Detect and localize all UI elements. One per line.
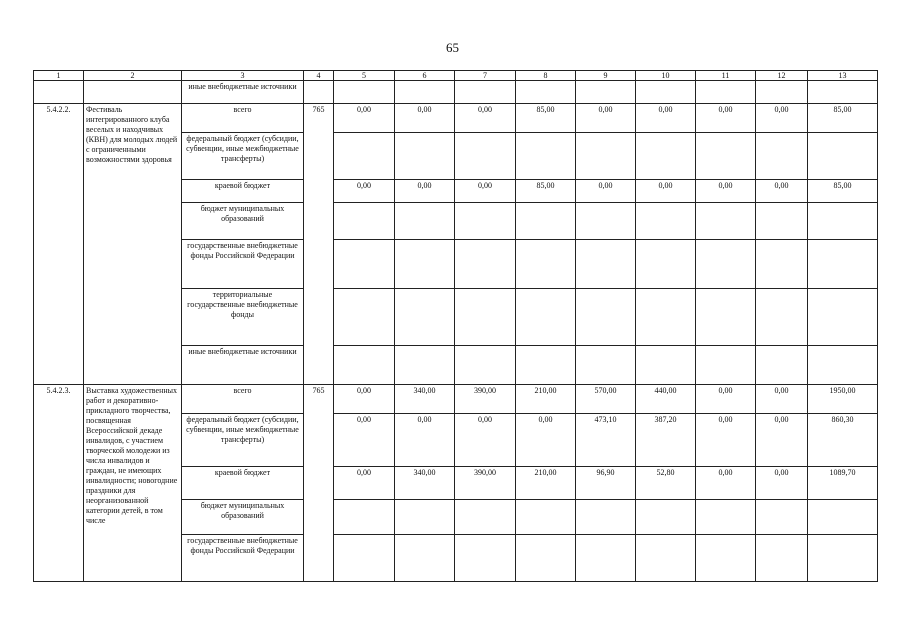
source-cell: краевой бюджет	[182, 180, 304, 203]
value-cell: 210,00	[516, 467, 576, 500]
value-cell	[756, 240, 808, 289]
value-cell	[636, 500, 696, 535]
header-cell: 9	[576, 71, 636, 81]
value-cell: 85,00	[808, 180, 878, 203]
value-cell: 0,00	[636, 180, 696, 203]
value-cell	[808, 346, 878, 385]
row-name-cell	[84, 81, 182, 104]
value-cell	[516, 81, 576, 104]
value-cell	[395, 81, 455, 104]
value-cell: 570,00	[576, 385, 636, 414]
value-cell	[576, 133, 636, 180]
value-cell: 0,00	[696, 467, 756, 500]
value-cell	[696, 81, 756, 104]
value-cell	[576, 535, 636, 582]
value-cell	[636, 289, 696, 346]
value-cell: 85,00	[516, 104, 576, 133]
value-cell: 0,00	[576, 104, 636, 133]
row-name-cell: Фестиваль интегрированного клуба веселых и находчивых (КВН) для молодых людей с ограниченными возможностями здоровья	[84, 104, 182, 385]
header-cell: 3	[182, 71, 304, 81]
value-cell	[455, 81, 516, 104]
header-cell: 5	[334, 71, 395, 81]
value-cell	[808, 289, 878, 346]
value-cell: 390,00	[455, 467, 516, 500]
value-cell	[696, 289, 756, 346]
value-cell	[455, 133, 516, 180]
value-cell: 52,80	[636, 467, 696, 500]
value-cell	[576, 81, 636, 104]
source-cell: иные внебюджетные источники	[182, 81, 304, 104]
value-cell: 0,00	[756, 180, 808, 203]
source-cell: федеральный бюджет (субсидии, субвенции, иные межбюджетные трансферты)	[182, 414, 304, 467]
value-cell	[455, 346, 516, 385]
value-cell	[756, 203, 808, 240]
value-cell	[304, 81, 334, 104]
source-cell: всего	[182, 104, 304, 133]
source-cell: бюджет муниципальных образований	[182, 500, 304, 535]
value-cell: 1089,70	[808, 467, 878, 500]
value-cell	[756, 346, 808, 385]
header-cell: 11	[696, 71, 756, 81]
source-cell: федеральный бюджет (субсидии, субвенции, иные межбюджетные трансферты)	[182, 133, 304, 180]
value-cell	[636, 346, 696, 385]
value-cell	[455, 240, 516, 289]
value-cell	[696, 133, 756, 180]
value-cell: 440,00	[636, 385, 696, 414]
value-cell	[808, 240, 878, 289]
value-cell	[808, 535, 878, 582]
value-cell: 1950,00	[808, 385, 878, 414]
header-cell: 8	[516, 71, 576, 81]
header-cell: 1	[34, 71, 84, 81]
value-cell: 0,00	[395, 104, 455, 133]
source-cell: всего	[182, 385, 304, 414]
value-cell: 0,00	[696, 180, 756, 203]
value-cell: 96,90	[576, 467, 636, 500]
value-cell	[516, 203, 576, 240]
table-row	[34, 104, 878, 133]
value-cell	[455, 535, 516, 582]
value-cell: 0,00	[334, 104, 395, 133]
header-cell: 7	[455, 71, 516, 81]
value-cell	[756, 289, 808, 346]
value-cell	[516, 535, 576, 582]
value-cell: 473,10	[576, 414, 636, 467]
code-cell: 765	[304, 104, 334, 385]
table-row	[34, 385, 878, 414]
row-id-cell: 5.4.2.2.	[34, 104, 84, 385]
header-cell: 10	[636, 71, 696, 81]
value-cell	[696, 346, 756, 385]
value-cell	[696, 240, 756, 289]
value-cell	[395, 500, 455, 535]
value-cell	[636, 535, 696, 582]
value-cell: 0,00	[696, 414, 756, 467]
value-cell	[516, 346, 576, 385]
value-cell	[756, 535, 808, 582]
value-cell: 0,00	[756, 414, 808, 467]
value-cell: 0,00	[696, 104, 756, 133]
value-cell	[395, 203, 455, 240]
value-cell: 340,00	[395, 385, 455, 414]
value-cell	[334, 346, 395, 385]
value-cell: 0,00	[334, 467, 395, 500]
value-cell	[455, 289, 516, 346]
header-cell: 12	[756, 71, 808, 81]
value-cell	[334, 81, 395, 104]
value-cell	[395, 133, 455, 180]
value-cell: 0,00	[636, 104, 696, 133]
header-cell: 2	[84, 71, 182, 81]
value-cell	[636, 203, 696, 240]
value-cell	[334, 500, 395, 535]
value-cell	[576, 289, 636, 346]
value-cell	[334, 289, 395, 346]
value-cell: 0,00	[756, 104, 808, 133]
value-cell	[334, 535, 395, 582]
value-cell	[756, 500, 808, 535]
value-cell	[455, 203, 516, 240]
value-cell	[334, 203, 395, 240]
value-cell: 340,00	[395, 467, 455, 500]
value-cell	[576, 346, 636, 385]
row-name-cell: Выставка художественных работ и декоративно-прикладного творчества, посвященная Всероссийской декаде инвалидов, с участием творческой молодежи из числа инвалидов и граждан, не имеющих инвалидности; новогодние праздники для неорганизованной категории детей, в том числе	[84, 385, 182, 582]
header-cell: 13	[808, 71, 878, 81]
header-row	[34, 71, 878, 81]
value-cell	[455, 500, 516, 535]
value-cell	[395, 346, 455, 385]
value-cell	[516, 500, 576, 535]
page-number: 65	[446, 40, 459, 55]
value-cell: 860,30	[808, 414, 878, 467]
row-id-cell: 5.4.2.3.	[34, 385, 84, 582]
value-cell	[334, 240, 395, 289]
value-cell	[516, 133, 576, 180]
value-cell: 0,00	[756, 467, 808, 500]
value-cell: 0,00	[696, 385, 756, 414]
header-cell: 6	[395, 71, 455, 81]
value-cell: 390,00	[455, 385, 516, 414]
source-cell: бюджет муниципальных образований	[182, 203, 304, 240]
value-cell: 0,00	[334, 385, 395, 414]
value-cell	[696, 203, 756, 240]
value-cell	[808, 500, 878, 535]
value-cell: 0,00	[395, 414, 455, 467]
source-cell: территориальные государственные внебюджетные фонды	[182, 289, 304, 346]
value-cell	[334, 133, 395, 180]
code-cell: 765	[304, 385, 334, 582]
budget-table	[33, 70, 878, 582]
row-id-cell	[34, 81, 84, 104]
value-cell: 0,00	[576, 180, 636, 203]
value-cell: 0,00	[334, 414, 395, 467]
value-cell	[636, 133, 696, 180]
value-cell	[395, 535, 455, 582]
value-cell	[808, 81, 878, 104]
value-cell: 210,00	[516, 385, 576, 414]
table-row	[34, 81, 878, 104]
value-cell: 0,00	[455, 180, 516, 203]
source-cell: иные внебюджетные источники	[182, 346, 304, 385]
header-cell: 4	[304, 71, 334, 81]
value-cell	[576, 203, 636, 240]
value-cell	[808, 133, 878, 180]
value-cell	[696, 500, 756, 535]
value-cell: 85,00	[808, 104, 878, 133]
source-cell: краевой бюджет	[182, 467, 304, 500]
value-cell	[636, 240, 696, 289]
value-cell: 0,00	[334, 180, 395, 203]
value-cell: 85,00	[516, 180, 576, 203]
value-cell: 0,00	[395, 180, 455, 203]
value-cell: 0,00	[455, 414, 516, 467]
value-cell: 0,00	[455, 104, 516, 133]
source-cell: государственные внебюджетные фонды Российской Федерации	[182, 240, 304, 289]
value-cell	[516, 240, 576, 289]
value-cell	[576, 240, 636, 289]
value-cell	[808, 203, 878, 240]
value-cell	[696, 535, 756, 582]
source-cell: государственные внебюджетные фонды Российской Федерации	[182, 535, 304, 582]
value-cell	[516, 289, 576, 346]
value-cell	[636, 81, 696, 104]
value-cell: 0,00	[756, 385, 808, 414]
value-cell	[395, 289, 455, 346]
value-cell	[395, 240, 455, 289]
value-cell	[756, 133, 808, 180]
value-cell	[576, 500, 636, 535]
value-cell: 387,20	[636, 414, 696, 467]
value-cell	[756, 81, 808, 104]
value-cell: 0,00	[516, 414, 576, 467]
